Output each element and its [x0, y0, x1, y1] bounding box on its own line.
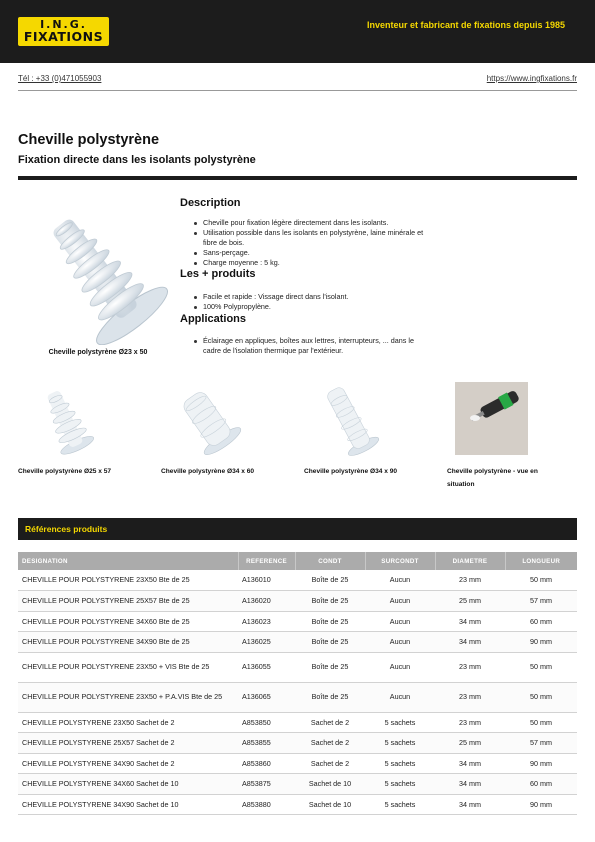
table-cell: 5 sachets — [365, 712, 435, 733]
table-cell: Boîte de 25 — [295, 570, 365, 591]
table-cell: CHEVILLE POUR POLYSTYRENE 23X50 Bte de 25 — [18, 570, 238, 591]
table-cell: A853850 — [238, 712, 295, 733]
table-cell: 25 mm — [435, 733, 505, 754]
table-cell: Sachet de 2 — [295, 712, 365, 733]
company-tagline: Inventeur et fabricant de fixations depuis 1985 — [367, 20, 566, 30]
table-cell: 50 mm — [505, 682, 577, 712]
header-bar — [0, 0, 595, 63]
table-cell: CHEVILLE POUR POLYSTYRENE 25X57 Bte de 25 — [18, 591, 238, 612]
column-header: SURCONDT — [365, 552, 435, 570]
table-row — [18, 570, 577, 591]
table-cell: 5 sachets — [365, 774, 435, 795]
table-cell: CHEVILLE POLYSTYRENE 23X50 Sachet de 2 — [18, 712, 238, 733]
table-cell: A136055 — [238, 652, 295, 682]
table-cell: Boîte de 25 — [295, 652, 365, 682]
applications-list — [192, 336, 432, 356]
table-cell: 57 mm — [505, 733, 577, 754]
table-cell: A853855 — [238, 733, 295, 754]
table-cell: 50 mm — [505, 570, 577, 591]
references-table-body — [18, 570, 577, 815]
main-image-caption: Cheville polystyrène Ø23 x 50 — [48, 349, 148, 356]
table-cell: A136025 — [238, 632, 295, 653]
column-header: DIAMETRE — [435, 552, 505, 570]
gallery-image-1 — [28, 382, 103, 457]
list-item: Utilisation possible dans les isolants en polystyrène, laine minérale et fibre de bois. — [192, 228, 432, 248]
table-cell: 34 mm — [435, 794, 505, 815]
table-cell: 25 mm — [435, 591, 505, 612]
column-header: LONGUEUR — [505, 552, 577, 570]
phone-link[interactable]: Tél : +33 (0)471055903 — [18, 74, 102, 83]
table-cell: 34 mm — [435, 774, 505, 795]
table-cell: A136010 — [238, 570, 295, 591]
gallery-caption-1: Cheville polystyrène Ø25 x 57 — [18, 468, 112, 475]
table-cell: Sachet de 2 — [295, 753, 365, 774]
table-cell: 34 mm — [435, 753, 505, 774]
main-product-image — [30, 205, 170, 345]
table-cell: 23 mm — [435, 570, 505, 591]
table-cell: CHEVILLE POLYSTYRENE 34X90 Sachet de 2 — [18, 753, 238, 774]
table-row — [18, 794, 577, 815]
table-cell: 23 mm — [435, 682, 505, 712]
table-cell: CHEVILLE POUR POLYSTYRENE 23X50 + VIS Bte de 25 — [18, 652, 238, 682]
table-cell: Boîte de 25 — [295, 611, 365, 632]
table-cell: 34 mm — [435, 611, 505, 632]
table-cell: A853880 — [238, 794, 295, 815]
table-cell: 50 mm — [505, 712, 577, 733]
table-cell: Aucun — [365, 591, 435, 612]
logo-line-1: I.N.G. — [40, 18, 87, 31]
table-cell: A136020 — [238, 591, 295, 612]
gallery-image-2 — [170, 382, 245, 457]
gallery-caption-3: Cheville polystyrène Ø34 x 90 — [304, 468, 398, 475]
list-item: Sans-perçage. — [192, 248, 432, 258]
list-item: Facile et rapide : Vissage direct dans l'isolant. — [192, 292, 432, 302]
table-cell: 60 mm — [505, 611, 577, 632]
gallery-caption-2: Cheville polystyrène Ø34 x 60 — [161, 468, 255, 475]
table-cell: 50 mm — [505, 652, 577, 682]
table-row — [18, 611, 577, 632]
table-cell: 5 sachets — [365, 733, 435, 754]
header-divider — [18, 90, 577, 91]
table-cell: 90 mm — [505, 632, 577, 653]
gallery-image-3 — [312, 382, 387, 457]
table-cell: Sachet de 10 — [295, 794, 365, 815]
table-header-row — [18, 552, 577, 570]
table-cell: Aucun — [365, 652, 435, 682]
references-title: Références produits — [25, 524, 108, 534]
page-subtitle: Fixation directe dans les isolants polystyrène — [18, 154, 256, 166]
references-header — [18, 518, 577, 540]
company-logo[interactable] — [18, 17, 109, 46]
title-divider — [18, 176, 577, 180]
table-cell: A136023 — [238, 611, 295, 632]
table-cell: 90 mm — [505, 794, 577, 815]
column-header: CONDT — [295, 552, 365, 570]
website-link[interactable]: https://www.ingfixations.fr — [486, 74, 577, 83]
table-row — [18, 591, 577, 612]
table-cell: 57 mm — [505, 591, 577, 612]
gallery-image-4 — [455, 382, 528, 455]
list-item: Éclairage en appliques, boîtes aux lettres, interrupteurs, ... dans le cadre de l'isolation thermique par l'extérieur. — [192, 336, 432, 356]
references-table — [18, 552, 577, 815]
table-cell: 34 mm — [435, 632, 505, 653]
table-cell: Aucun — [365, 570, 435, 591]
table-row — [18, 733, 577, 754]
table-cell: CHEVILLE POUR POLYSTYRENE 34X90 Bte de 25 — [18, 632, 238, 653]
table-cell: 90 mm — [505, 753, 577, 774]
table-cell: CHEVILLE POUR POLYSTYRENE 34X60 Bte de 25 — [18, 611, 238, 632]
table-cell: Boîte de 25 — [295, 682, 365, 712]
table-cell: 5 sachets — [365, 794, 435, 815]
gallery-caption-4: Cheville polystyrène - vue en situation — [447, 468, 538, 488]
list-item: Cheville pour fixation légère directement dans les isolants. — [192, 218, 432, 228]
table-cell: 23 mm — [435, 712, 505, 733]
table-cell: A136065 — [238, 682, 295, 712]
table-row — [18, 774, 577, 795]
table-row — [18, 682, 577, 712]
description-list — [192, 218, 432, 268]
table-cell: CHEVILLE POLYSTYRENE 34X60 Sachet de 10 — [18, 774, 238, 795]
table-cell: CHEVILLE POLYSTYRENE 34X90 Sachet de 10 — [18, 794, 238, 815]
table-row — [18, 712, 577, 733]
table-row — [18, 632, 577, 653]
table-cell: Aucun — [365, 682, 435, 712]
table-cell: Boîte de 25 — [295, 591, 365, 612]
table-cell: CHEVILLE POUR POLYSTYRENE 23X50 + P.A.VIS Bte de 25 — [18, 682, 238, 712]
page-title: Cheville polystyrène — [18, 132, 160, 148]
column-header: REFERENCE — [238, 552, 295, 570]
table-cell: Sachet de 2 — [295, 733, 365, 754]
table-cell: 5 sachets — [365, 753, 435, 774]
advantages-heading: Les + produits — [180, 268, 256, 280]
table-cell: Aucun — [365, 632, 435, 653]
list-item: Charge moyenne : 5 kg. — [192, 258, 432, 268]
advantages-list — [192, 292, 432, 312]
table-cell: Boîte de 25 — [295, 632, 365, 653]
column-header: DESIGNATION — [18, 552, 238, 570]
applications-heading: Applications — [180, 313, 247, 325]
table-cell: CHEVILLE POLYSTYRENE 25X57 Sachet de 2 — [18, 733, 238, 754]
list-item: 100% Polypropylène. — [192, 302, 432, 312]
logo-line-2: FIXATIONS — [23, 29, 104, 44]
table-cell: 23 mm — [435, 652, 505, 682]
table-cell: 60 mm — [505, 774, 577, 795]
table-row — [18, 753, 577, 774]
table-cell: A853875 — [238, 774, 295, 795]
table-cell: A853860 — [238, 753, 295, 774]
table-cell: Sachet de 10 — [295, 774, 365, 795]
table-row — [18, 652, 577, 682]
description-heading: Description — [180, 197, 241, 209]
table-cell: Aucun — [365, 611, 435, 632]
